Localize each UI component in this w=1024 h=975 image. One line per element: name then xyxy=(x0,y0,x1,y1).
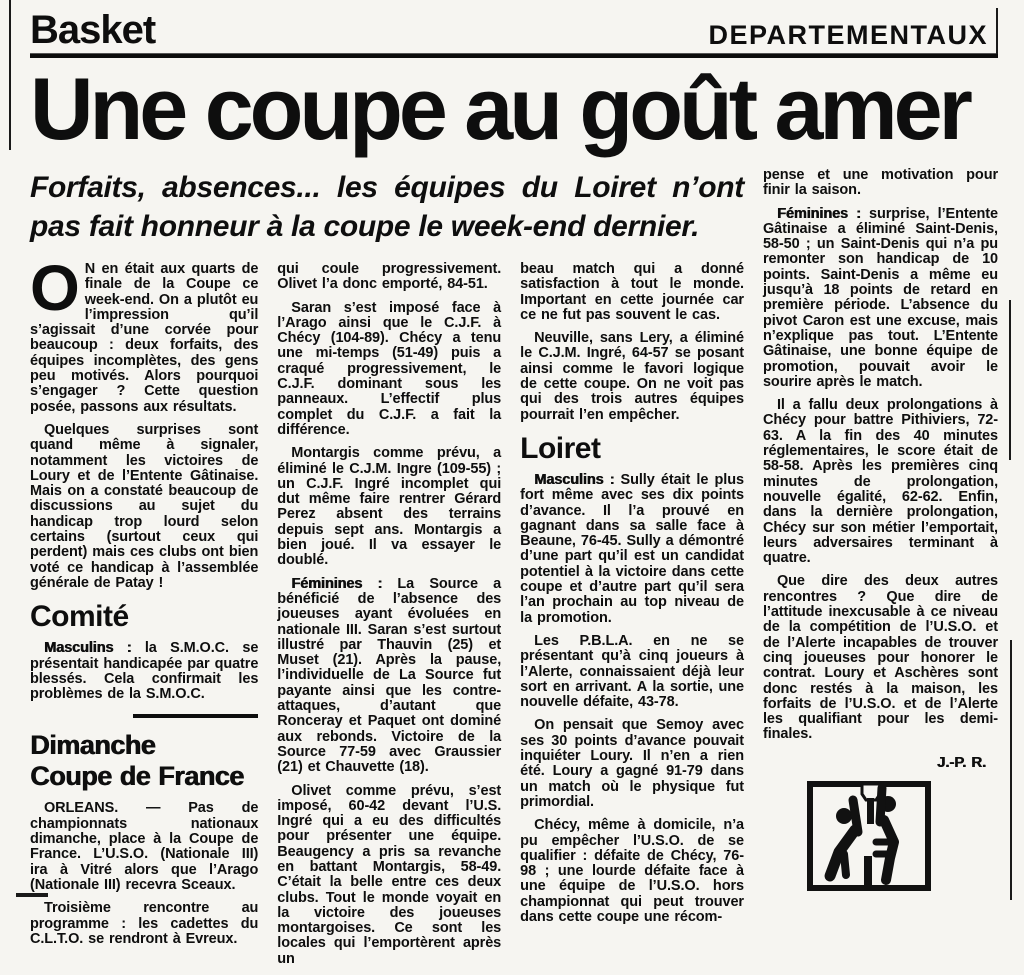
scan-edge-tick-top-right xyxy=(996,8,998,54)
article-paragraph: Montargis comme prévu, a éliminé le C.J.M. Ingre (109-55) ; un C.J.F. Ingré incomplet qui dut même faire rentrer Gérard Perez absent des terrains depuis sept ans. Montargis a bien joué. Il va essayer le doublé. xyxy=(277,445,502,569)
article-paragraph: Saran s’est imposé face à l’Arago ainsi que le C.J.F. à Chécy (104-89). Chécy a tenu une mi-temps (51-49) puis a craqué progressivement, le C.J.F. dominant sous les panneaux. L’effectif plus complet du C.J.F. a fait la différence. xyxy=(277,299,502,438)
article-paragraph: Quelques surprises sont quand même à signaler, notamment les victoires de Loury et de l’Entente Gâtinaise. Mais on a constaté beaucoup de discussions au sujet du handicap trop lourd selon certains (surtout ceux qui perdent) mais ces clubs ont bien voté ce handicap à l’assemblée générale de Patay ! xyxy=(30,421,259,591)
article-paragraph: Il a fallu deux prolongations à Chécy pour battre Pithiviers, 72-63. A la fin des 40 minutes réglementaires, le score était de 58-58. Après les premières cinq minutes de prolongation, nouvelle égalité, 62-62. Enfin, dans la dernière prolongation, Chécy sur son métier l’emportait, leurs adversaires terminant à quatre. xyxy=(762,397,998,567)
paragraph-text: N en était aux quarts de finale de la Coupe ce week-end. On a plutôt eu l’impression qu’il s’agissait d’une corvée pour beaucoup : deux forfaits, des équipes incomplètes, des gens peu motivés. Alors pourquoi s’engager ? Cette question posée, passons aux résultats. xyxy=(30,261,259,415)
article-paragraph xyxy=(30,641,258,702)
article-paragraph xyxy=(520,473,744,626)
basketball-players-icon xyxy=(806,780,932,892)
article-paragraph: Olivet comme prévu, s’est imposé, 60-42 devant l’U.S. Ingré qui a eu des difficultés pour présenter une équipe. Beaugency a pris sa revanche en battant Montargis, 58-49. C’était la belle entre ces deux clubs. Tout le monde voyait en la victoire des joueuses montargoises. Ce sont les locales qui l’emportèrent après un xyxy=(277,782,502,967)
article-paragraph xyxy=(30,252,259,415)
article-paragraph xyxy=(277,577,501,776)
paragraph-text: Sully était le plus fort même avec ses dix points d’avance. Il l’a prouvé en gagnant dans sa salle face à Beaune, 76-45. Sully a démontré d’une part qu’il est un candidat potentiel à la victoire dans cette coupe et d’autre part qu’il sera l’an prochain au top niveau de la promotion. xyxy=(520,471,744,626)
scan-edge-line-right-lower xyxy=(1010,640,1012,900)
scan-edge-line-left xyxy=(9,0,11,150)
section-heading-comite: Comité xyxy=(30,600,129,634)
article-headline: Une coupe au goût amer xyxy=(30,59,969,158)
column-divider-rule xyxy=(133,714,259,718)
article-paragraph: On pensait que Semoy avec ses 30 points d’avance pouvait inquiéter Loury. Il n’en a rien été. Loury a gagné 91-79 dans un match où le physique fut primordial. xyxy=(520,717,744,810)
scan-mark-bottom-left xyxy=(16,893,48,897)
paragraph-lead-feminines: Féminines : xyxy=(291,575,383,592)
paragraph-lead-masculins: Masculins : xyxy=(534,471,615,488)
paragraph-text: surprise, l’Entente Gâtinaise a éliminé Saint-Denis, 58-50 ; un Saint-Denis qui n’a pu remonter son handicap de 10 points. Saint-Denis a même eu jusqu’à 18 points de retard en première période. L’absence du pivot Caron est une excuse, mais n’explique pas tout. L’Entente Gâtinaise, une bonne équipe de promotion, pouvait avoir le sourire après le match. xyxy=(762,205,998,390)
heading-line: Coupe de France xyxy=(30,761,244,792)
rubric-title: DEPARTEMENTAUX xyxy=(708,20,988,50)
article-paragraph: pense et une motivation pour finir la saison. xyxy=(762,167,998,199)
column-2 xyxy=(277,262,501,975)
article-paragraph: Que dire des deux autres rencontres ? Que dire de l’attitude inexcusable à ce niveau de la compétition de l’U.S.O. et de l’Alerte incapables de trouver cinq joueuses pour honorer le contrat. Loury et Aschères sont donc restés à la maison, les forfaits de l’U.S.O. et de l’Alerte les qualifiant pour les demi-finales. xyxy=(762,573,998,743)
article-paragraph: Troisième rencontre au programme : les cadettes du C.L.T.O. se rendront à Evreux. xyxy=(30,900,259,947)
masthead-rule xyxy=(30,53,998,58)
paragraph-lead-feminines: Féminines : xyxy=(776,205,861,222)
article-paragraph: Neuville, sans Lery, a éliminé le C.J.M. Ingré, 64-57 se posant ainsi comme le favori logique de cette coupe. On ne voit pas qui des trois autres équipes pourrait l’en empêcher. xyxy=(520,330,744,423)
article-paragraph xyxy=(763,207,998,391)
scan-edge-line-right-upper xyxy=(1009,300,1011,460)
article-paragraph: Les P.B.L.A. en ne se présentant qu’à cinq joueurs à l’Alerte, connaissaient déjà leur sort en arrivant. A la sortie, une nouvelle défaite, 43-78. xyxy=(520,632,744,711)
author-signature: J.-P. R. xyxy=(936,753,986,771)
standfirst: Forfaits, absences... les équipes du Loiret n’ont pas fait honneur à la coupe le week-end dernier. xyxy=(30,171,744,243)
article-paragraph: ORLEANS. — Pas de championnats nationaux dimanche, place à la Coupe de France. L’U.S.O. (Nationale III) ira à Vitré alors que l’Arago (Nationale III) recevra Sceaux. xyxy=(30,800,259,893)
article-paragraph: qui coule progressivement. Olivet l’a donc emporté, 84-51. xyxy=(277,261,502,293)
section-heading-loiret: Loiret xyxy=(520,431,601,465)
section-title: Basket xyxy=(30,8,156,52)
masthead xyxy=(30,8,998,50)
heading-line: Dimanche xyxy=(30,730,156,761)
column-3 xyxy=(520,262,744,975)
article-paragraph: Chécy, même à domicile, n’a pu empêcher l’U.S.O. de se qualifier : défaite de Chécy, 76-98 ; une lourde défaite face à une équipe de l’U.S.O. hors championnat qui peut trouver dans cette coupe une récom- xyxy=(520,817,744,925)
drop-cap: O xyxy=(30,252,80,324)
column-1 xyxy=(30,252,259,975)
paragraph-text: la S.M.O.C. se présentait handicapée par quatre blessés. Cela confirmait les problèmes de la S.M.O.C. xyxy=(30,640,259,703)
paragraph-text: La Source a bénéficié de l’absence des joueuses ayant évoluées en nationale III. Saran s’est surtout illustré par Thauvin (25) et Muset (21). Après la pause, l’individuelle de La Source fut payante ainsi que les contre-attaques, d’autant que Ronceray et Paquet ont dominé aux rebonds. Victoire de la Source 77-59 avec Graussier (21) et Chauvette (18). xyxy=(277,575,502,776)
article-paragraph: beau match qui a donné satisfaction à tout le monde. Important en cette journée car ce ne fut pas souvent le cas. xyxy=(520,261,744,323)
section-heading-dimanche xyxy=(30,730,258,792)
paragraph-lead-masculins: Masculins : xyxy=(44,640,132,657)
